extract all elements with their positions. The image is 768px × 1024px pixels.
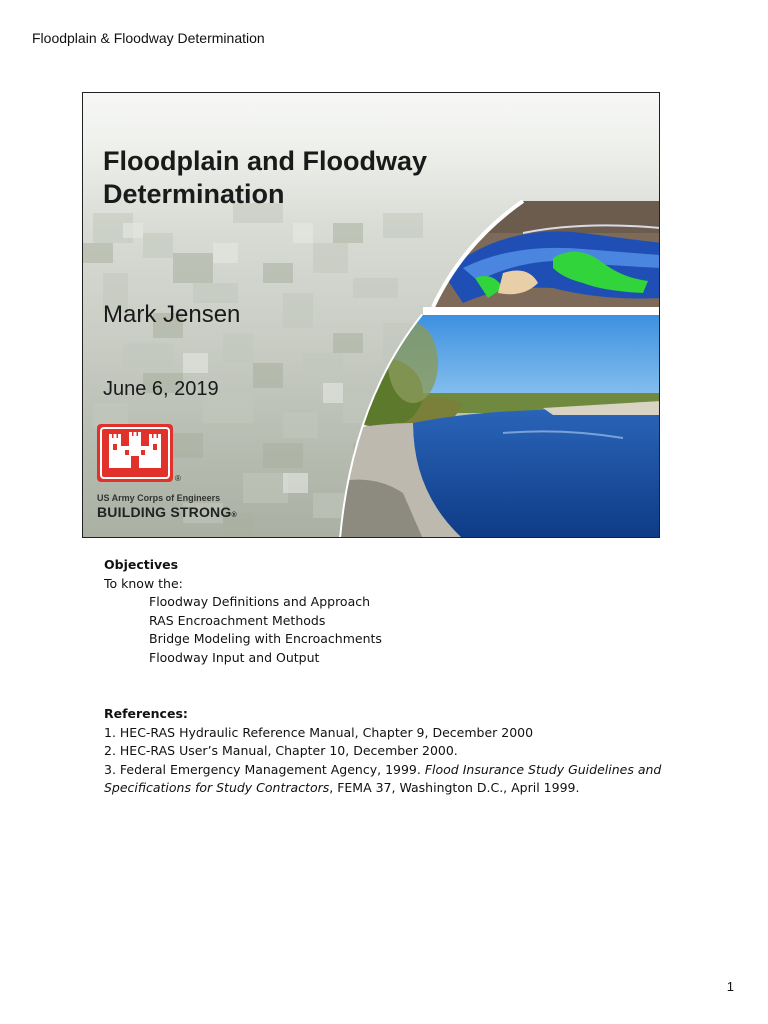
objective-item: RAS Encroachment Methods	[149, 612, 326, 628]
title-slide	[82, 92, 660, 538]
reference-item-1: 1. HEC-RAS Hydraulic Reference Manual, Chapter 9, December 2000	[104, 724, 534, 740]
tagline-text: BUILDING STRONG	[97, 504, 232, 520]
reference-item-2: 2. HEC-RAS User’s Manual, Chapter 10, December 2000.	[104, 743, 458, 759]
objectives-section	[104, 556, 382, 668]
organization-name: US Army Corps of Engineers	[97, 493, 221, 503]
floodplain-model-image	[383, 193, 660, 313]
objective-item: Bridge Modeling with Encroachments	[149, 631, 382, 647]
slide-title-line-1: Floodplain and Floodway	[103, 146, 427, 176]
usace-castle-logo	[97, 424, 173, 482]
slide-date: June 6, 2019	[103, 378, 219, 400]
page-number: 1	[726, 979, 734, 994]
tagline-registered-mark: ®	[231, 512, 237, 519]
objective-item: Floodway Definitions and Approach	[149, 594, 371, 610]
registered-mark: ®	[175, 474, 181, 483]
reference-3-prefix: 3. Federal Emergency Management Agency, 1999.	[104, 761, 425, 777]
river-photo	[333, 313, 660, 538]
objective-item: Floodway Input and Output	[149, 649, 320, 665]
reference-item-3	[104, 761, 664, 798]
document-header-title: Floodplain & Floodway Determination	[32, 30, 265, 46]
slide-title-line-2: Determination	[103, 179, 285, 209]
objectives-heading: Objectives	[104, 557, 179, 572]
slide-author: Mark Jensen	[103, 301, 241, 328]
reference-3-suffix: , FEMA 37, Washington D.C., April 1999.	[329, 780, 580, 796]
references-section	[104, 705, 664, 798]
reference-3-title: Flood Insurance Study Guidelines and Specifications for Study Contractors	[104, 761, 662, 796]
references-heading: References:	[104, 706, 188, 721]
building-strong-tagline	[97, 504, 237, 520]
objectives-intro: To know the:	[104, 575, 183, 591]
